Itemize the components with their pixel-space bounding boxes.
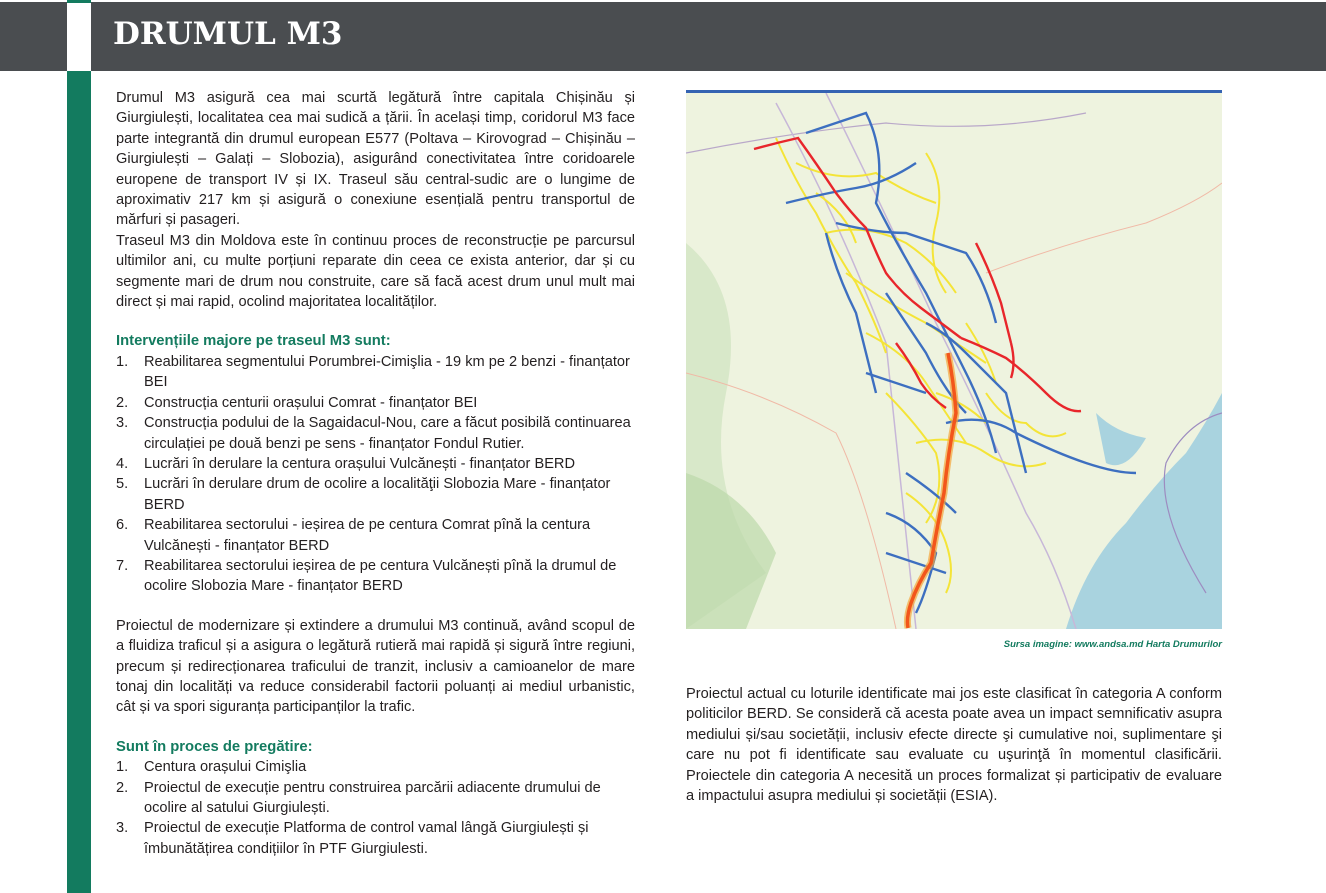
list-item: 5. Lucrări în derulare drum de ocolire a localităţii Slobozia Mare - finanțator BERD <box>116 476 611 513</box>
intro-paragraph: Drumul M3 asigură cea mai scurtă legătură între capitala Chișinău și Giurgiulești, localitatea cea mai sudică a țării. În același timp, coridorul M3 face parte integrantă din drumul european E577 (Poltava – Kirovograd – Chișinău – Giurgiulești – Galați – Slobozia), asigurând conectivitatea între coridoarele europene de transport IV și IX. Traseul său central-sudic are o lungime de aproximativ 217 km și asigură o conexiune esențială pentru transportul de mărfuri și pasageri. <box>116 90 635 229</box>
list-item: 1. Centura orașului Cimişlia <box>116 759 307 776</box>
image-source-caption: Sursa imagine: www.andsa.md Harta Drumurilor <box>1003 639 1222 650</box>
interventions-heading: Intervențiile majore pe traseul M3 sunt: <box>116 333 391 350</box>
preparation-list <box>116 757 635 859</box>
list-item: 6. Reabilitarea sectorului - ieșirea de pe centura Comrat pînă la centura Vulcănești - finanțator BERD <box>116 517 591 554</box>
accent-strip-top <box>67 0 91 3</box>
interventions-list <box>116 352 635 597</box>
modernization-paragraph: Proiectul de modernizare și extindere a drumului M3 continuă, având scopul de a fluidiza traficul și a asigura o legătură rutieră mai rapidă și sigură între regiuni, precum și redirecționarea traficului de tranzit, inclusiv a camioanelor de mare tonaj din localități va reduce considerabil factorii poluanți ai mediul urbanistic, cât și va spori siguranța participanților la trafic. <box>116 617 635 716</box>
page-title: DRUMUL M3 <box>113 16 343 52</box>
header-bar <box>91 2 1326 71</box>
map-graphic <box>686 93 1222 629</box>
list-item: 2. Proiectul de execuție pentru construirea parcării adiacente drumului de ocolire al satului Giurgiulești. <box>116 779 601 816</box>
road-map-image <box>686 90 1222 629</box>
list-item: 2. Construcția centurii orașului Comrat - finanțator BEI <box>116 394 478 411</box>
accent-strip <box>67 71 91 893</box>
list-item: 7. Reabilitarea sectorului ieșirea de pe centura Vulcănești pînă la drumul de ocolire Slobozia Mare - finanțator BERD <box>116 557 617 595</box>
list-item: 3. Construcția podului de la Sagaidacul-Nou, care a făcut posibilă continuarea circulației pe două benzi pe sens - finanțator Fondul Rutier. <box>116 415 631 452</box>
list-item: 3. Proiectul de execuție Platforma de control vamal lângă Giurgiulești și îmbunătățirea condițiilor în PTF Giurgiulesti. <box>116 820 589 857</box>
classification-paragraph: Proiectul actual cu loturile identificate mai jos este clasificat în categoria A conform politicilor BERD. Se consideră că acesta poate avea un impact semnificativ asupra mediului și/sau societății, inclusiv efecte directe şi cumulative noi, suplimentare şi care nu pot fi identificate sau evaluate cu uşurinţă în momentul clasificării. Proiectele din categoria A necesită un proces formalizat și participativ de evaluare a impactului asupra mediului și societății (ESIA). <box>686 686 1222 805</box>
right-column <box>686 684 1222 806</box>
preparation-heading: Sunt în proces de pregătire: <box>116 738 313 755</box>
list-item: 4. Lucrări în derulare la centura orașului Vulcănești - finanțator BERD <box>116 455 575 472</box>
list-item: 1. Reabilitarea segmentului Porumbrei-Cimişlia - 19 km pe 2 benzi - finanțator BEI <box>116 353 630 391</box>
left-column <box>116 88 635 859</box>
header-bar-left <box>0 2 67 71</box>
intro-paragraph: Traseul M3 din Moldova este în continuu proces de reconstrucție pe parcursul ultimilor ani, cu multe porțiuni reparate din ceea ce exista anterior, dar și cu segmente mari de drum nou construite, care să facă acest drum unul mult mai direct și mai rapid, ocolind majoritatea localităților. <box>116 232 635 311</box>
